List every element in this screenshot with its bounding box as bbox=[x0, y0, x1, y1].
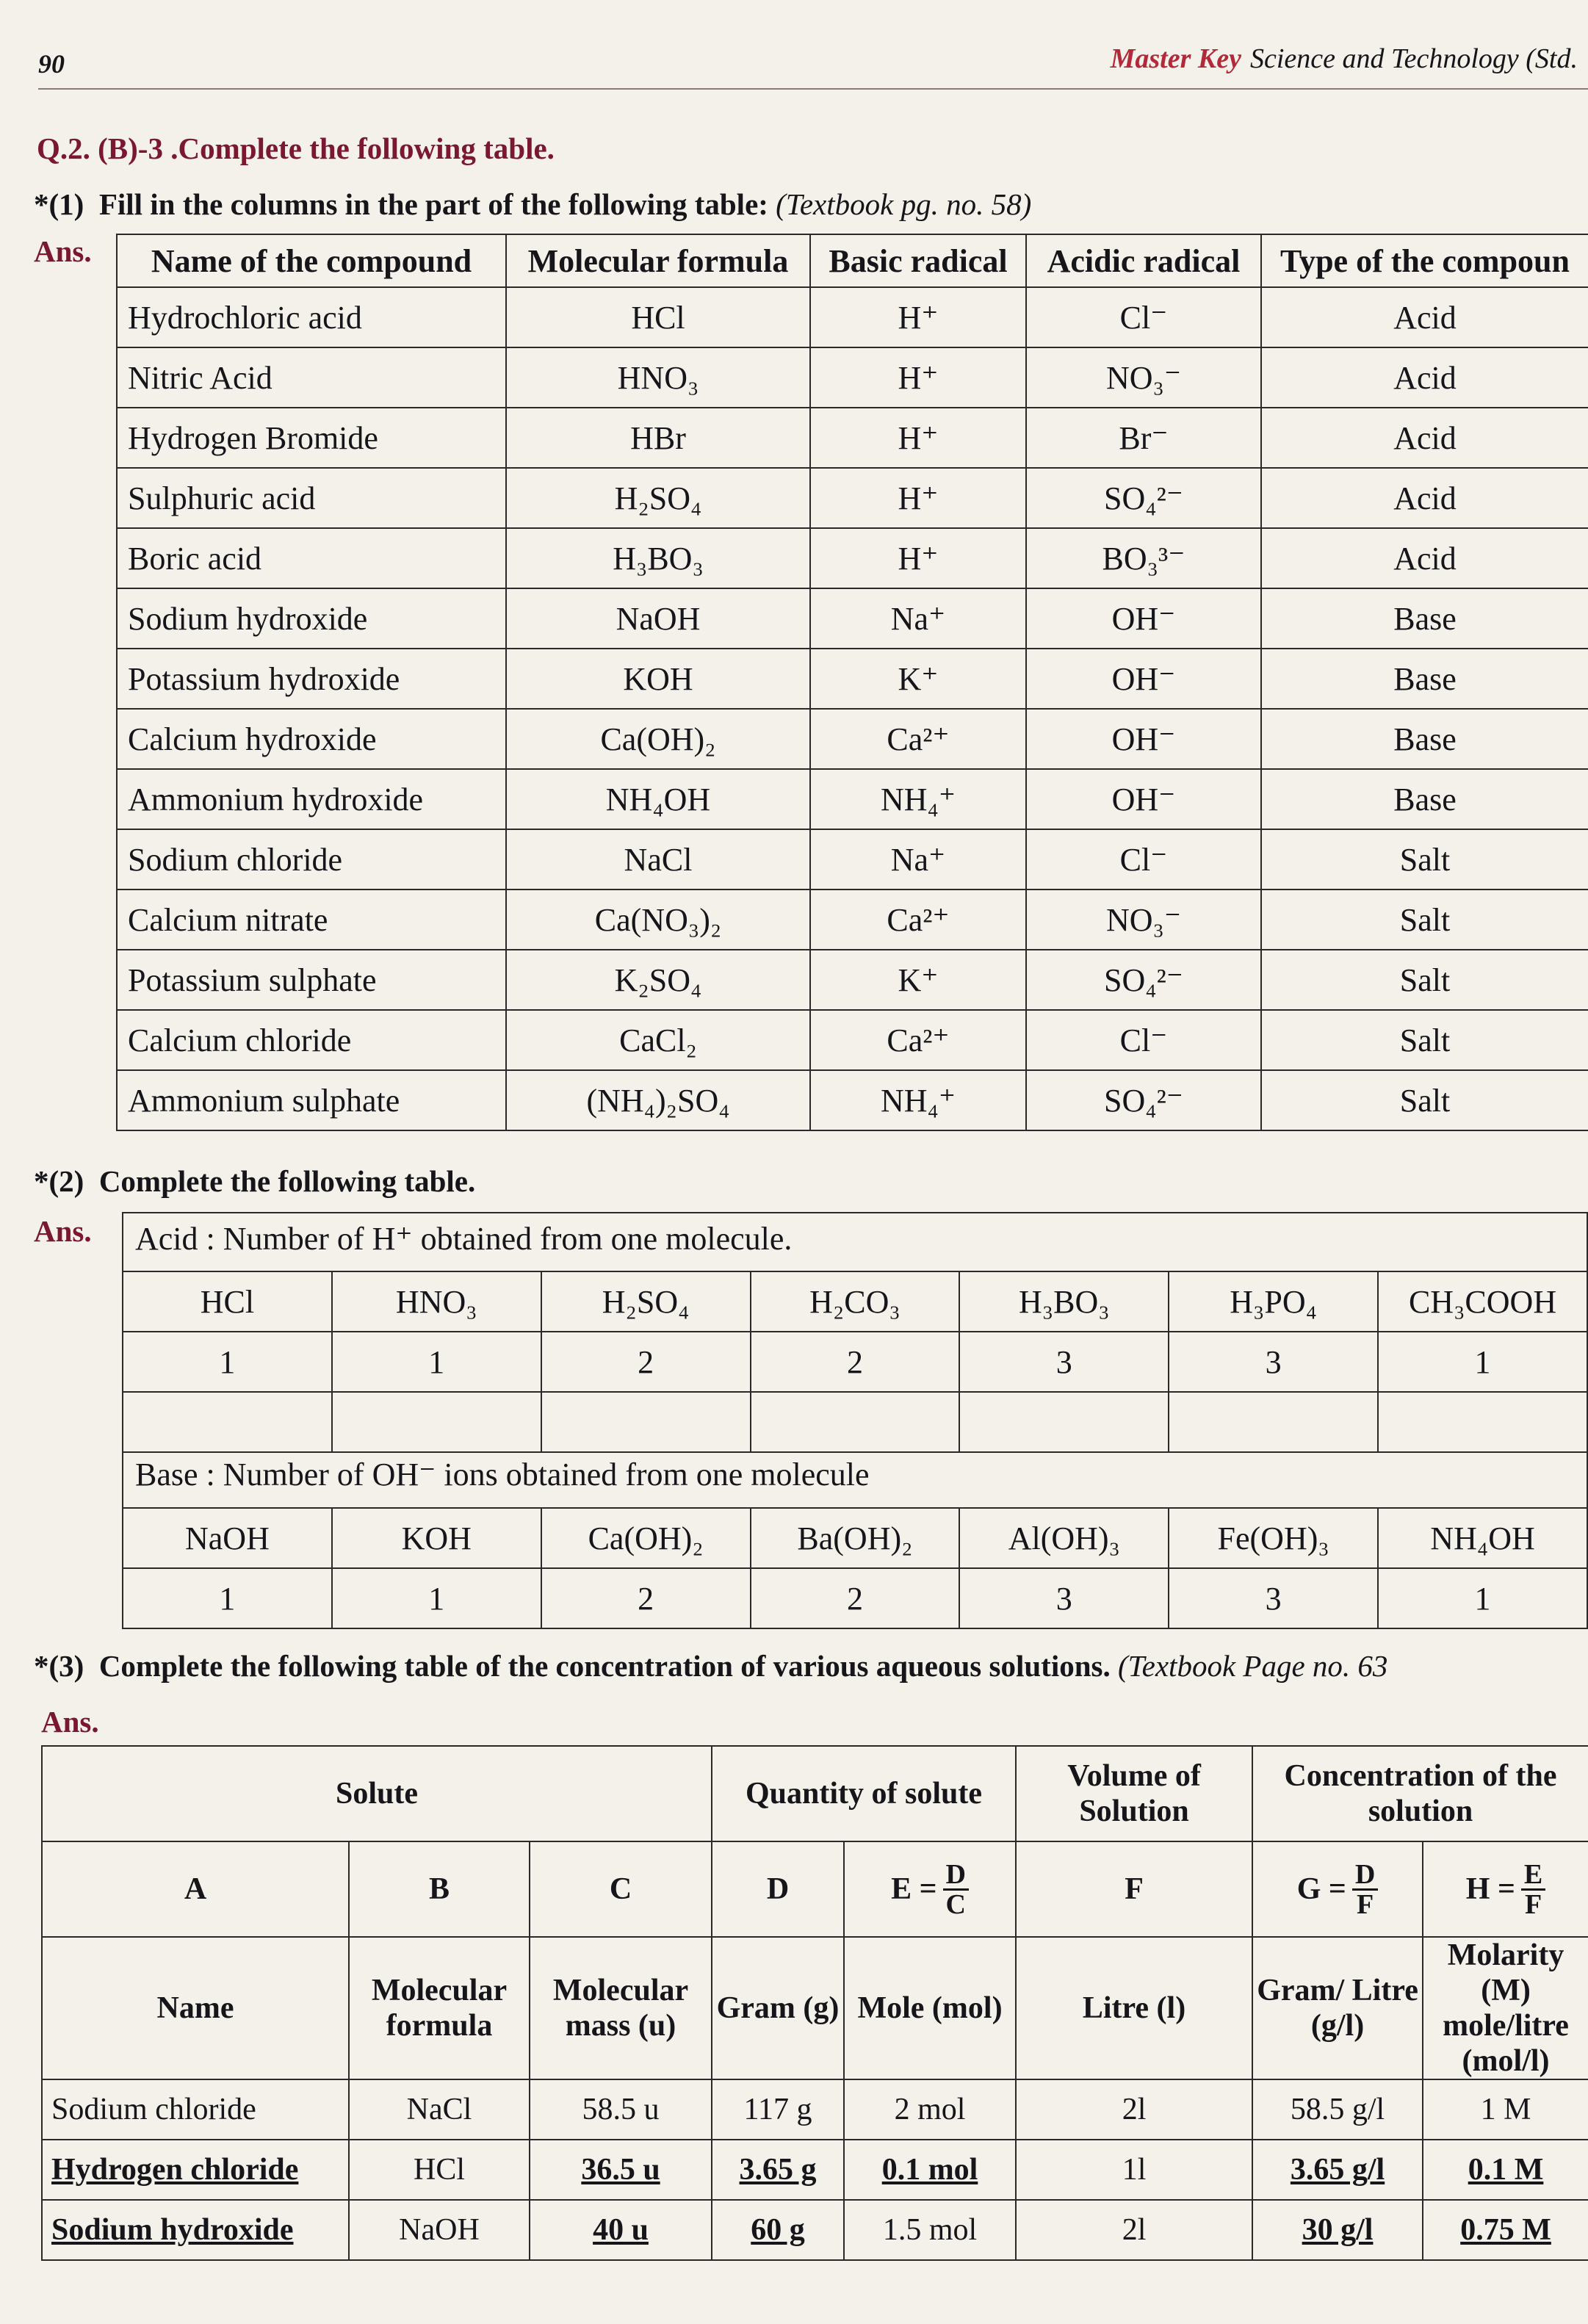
compound-type-cell: Acid bbox=[1261, 408, 1588, 468]
acid-count-cell: 3 bbox=[959, 1332, 1169, 1392]
molarity-cell bbox=[1423, 2200, 1588, 2260]
basic-radical-cell: Na⁺ bbox=[810, 829, 1026, 889]
concentration-table bbox=[41, 1745, 1588, 2261]
empty-cell bbox=[1378, 1392, 1587, 1452]
compound-type-cell: Base bbox=[1261, 649, 1588, 709]
compound-name-cell: Nitric Acid bbox=[117, 347, 506, 408]
gram-per-litre-cell bbox=[1252, 2200, 1423, 2260]
compound-name-cell: Calcium chloride bbox=[117, 1010, 506, 1070]
acidic-radical-cell: NO₃⁻ bbox=[1026, 347, 1261, 408]
acidic-radical-cell: Cl⁻ bbox=[1026, 287, 1261, 347]
letter-a: A bbox=[42, 1841, 349, 1937]
group-quantity: Quantity of solute bbox=[712, 1746, 1016, 1841]
base-count-cell: 3 bbox=[959, 1568, 1169, 1628]
gram-cell bbox=[712, 2079, 844, 2140]
base-formula-cell: Fe(OH)₃ bbox=[1169, 1508, 1378, 1568]
molecular-formula-cell: HNO₃ bbox=[506, 347, 810, 408]
acid-count-cell: 3 bbox=[1169, 1332, 1378, 1392]
basic-radical-cell: NH₄⁺ bbox=[810, 769, 1026, 829]
cell-value: 58.5 u bbox=[582, 2093, 660, 2126]
compound-name-cell: Sodium chloride bbox=[117, 829, 506, 889]
table-row bbox=[42, 2079, 1588, 2140]
molecular-formula-cell: Ca(NO₃)₂ bbox=[506, 889, 810, 950]
table-row bbox=[42, 2140, 1588, 2200]
table-row bbox=[42, 2200, 1588, 2260]
letter-h bbox=[1423, 1841, 1588, 1937]
base-table-title: Base : Number of OH⁻ ions obtained from one molecule bbox=[122, 1447, 1588, 1507]
base-count-cell: 2 bbox=[541, 1568, 751, 1628]
subquestion-3 bbox=[34, 1648, 1387, 1684]
molecular-formula-cell: (NH₄)₂SO₄ bbox=[506, 1070, 810, 1130]
solute-name-cell bbox=[42, 2079, 349, 2140]
group-concentration: Concentration of the solution bbox=[1252, 1746, 1588, 1841]
empty-cell bbox=[1169, 1392, 1378, 1452]
molecular-mass-cell bbox=[530, 2079, 712, 2140]
empty-cell bbox=[332, 1392, 541, 1452]
gram-cell bbox=[712, 2140, 844, 2200]
volume-cell bbox=[1016, 2079, 1252, 2140]
compound-type-cell: Base bbox=[1261, 588, 1588, 649]
compound-type-cell: Acid bbox=[1261, 347, 1588, 408]
gram-cell bbox=[712, 2200, 844, 2260]
mole-cell bbox=[844, 2140, 1016, 2200]
basic-radical-cell: H⁺ bbox=[810, 528, 1026, 588]
cell-value: NaCl bbox=[406, 2093, 472, 2126]
compound-type-cell: Base bbox=[1261, 709, 1588, 769]
basic-radical-cell: K⁺ bbox=[810, 649, 1026, 709]
molecular-mass-cell bbox=[530, 2140, 712, 2200]
subquestion-mark: *(1) bbox=[34, 187, 84, 221]
fraction-denominator: F bbox=[1356, 1888, 1374, 1920]
table-row bbox=[117, 1010, 1588, 1070]
acidic-radical-cell: Cl⁻ bbox=[1026, 1010, 1261, 1070]
basic-radical-cell: K⁺ bbox=[810, 950, 1026, 1010]
cell-value: 30 g/l bbox=[1302, 2213, 1374, 2247]
gram-per-litre-cell bbox=[1252, 2079, 1423, 2140]
cell-value: 3.65 g/l bbox=[1290, 2153, 1385, 2187]
subquestion-1 bbox=[34, 187, 1031, 222]
compound-name-cell: Hydrochloric acid bbox=[117, 287, 506, 347]
empty-cell bbox=[123, 1392, 332, 1452]
cell-value: 1.5 mol bbox=[882, 2213, 978, 2247]
cell-value: 0.75 M bbox=[1460, 2213, 1551, 2247]
table-row bbox=[117, 829, 1588, 889]
units-header-row bbox=[42, 1937, 1588, 2079]
compound-type-cell: Salt bbox=[1261, 889, 1588, 950]
acidic-radical-cell: OH⁻ bbox=[1026, 588, 1261, 649]
acidic-radical-cell: OH⁻ bbox=[1026, 649, 1261, 709]
unit-header-cell: Molarity (M) mole/litre (mol/l) bbox=[1423, 1937, 1588, 2079]
basic-radical-cell: Ca²⁺ bbox=[810, 709, 1026, 769]
molecular-formula-cell: KOH bbox=[506, 649, 810, 709]
acidic-radical-cell: SO₄²⁻ bbox=[1026, 468, 1261, 528]
header-rule bbox=[38, 88, 1588, 90]
molecular-formula-cell: CaCl₂ bbox=[506, 1010, 810, 1070]
fraction-d-over-c bbox=[943, 1858, 969, 1920]
question-text: (B)-3 .Complete the following table. bbox=[98, 131, 555, 165]
table-row bbox=[117, 649, 1588, 709]
base-formula-cell: Al(OH)₃ bbox=[959, 1508, 1169, 1568]
compound-name-cell: Calcium hydroxide bbox=[117, 709, 506, 769]
acid-formula-cell: HNO₃ bbox=[332, 1271, 541, 1332]
cell-value: 0.1 mol bbox=[881, 2153, 978, 2187]
table-row bbox=[117, 950, 1588, 1010]
basic-radical-cell: Ca²⁺ bbox=[810, 1010, 1026, 1070]
letter-e-label: E = bbox=[891, 1872, 937, 1906]
molecular-formula-cell bbox=[349, 2140, 530, 2200]
question-heading bbox=[37, 131, 555, 166]
cell-value: NaOH bbox=[399, 2213, 480, 2247]
page-number: 90 bbox=[38, 49, 65, 79]
basic-radical-cell: H⁺ bbox=[810, 347, 1026, 408]
cell-value: 60 g bbox=[751, 2213, 805, 2247]
letter-g-label: G = bbox=[1296, 1872, 1346, 1906]
acidic-radical-cell: BO₃³⁻ bbox=[1026, 528, 1261, 588]
base-count-cell: 1 bbox=[1378, 1568, 1587, 1628]
cell-value: 117 g bbox=[743, 2093, 812, 2126]
acid-formula-cell: H₃BO₃ bbox=[959, 1271, 1169, 1332]
table-row bbox=[117, 347, 1588, 408]
running-header bbox=[1111, 43, 1578, 75]
table-header-row bbox=[117, 234, 1588, 287]
molecular-formula-cell bbox=[349, 2079, 530, 2140]
acid-count-cell: 1 bbox=[123, 1332, 332, 1392]
base-count-cell: 1 bbox=[123, 1568, 332, 1628]
letter-b: B bbox=[349, 1841, 530, 1937]
base-formula-cell: NH₄OH bbox=[1378, 1508, 1587, 1568]
fraction-numerator: E bbox=[1521, 1861, 1545, 1891]
unit-header-cell: Molecular mass (u) bbox=[530, 1937, 712, 2079]
empty-cell bbox=[751, 1392, 960, 1452]
cell-value: Hydrogen chloride bbox=[51, 2153, 299, 2187]
acid-formula-cell: H₂SO₄ bbox=[541, 1271, 751, 1332]
compound-type-cell: Salt bbox=[1261, 1070, 1588, 1130]
unit-header-cell: Gram/ Litre (g/l) bbox=[1252, 1937, 1423, 2079]
compound-name-cell: Potassium hydroxide bbox=[117, 649, 506, 709]
table-row bbox=[123, 1271, 1587, 1332]
letter-h-label: H = bbox=[1465, 1872, 1515, 1906]
cell-value: Sodium chloride bbox=[51, 2093, 256, 2126]
cell-value: 36.5 u bbox=[581, 2153, 660, 2187]
answer-label: Ans. bbox=[34, 234, 92, 268]
solute-name-cell bbox=[42, 2200, 349, 2260]
subquestion-text: Complete the following table of the concentration of various aqueous solutions. bbox=[98, 1649, 1111, 1683]
base-count-cell: 3 bbox=[1169, 1568, 1378, 1628]
acidic-radical-cell: OH⁻ bbox=[1026, 709, 1261, 769]
basic-radical-cell: NH₄⁺ bbox=[810, 1070, 1026, 1130]
table-row bbox=[117, 769, 1588, 829]
textbook-reference: (Textbook pg. no. 58) bbox=[776, 187, 1032, 221]
molecular-formula-cell: K₂SO₄ bbox=[506, 950, 810, 1010]
molecular-formula-cell: Ca(OH)₂ bbox=[506, 709, 810, 769]
letter-e bbox=[844, 1841, 1016, 1937]
cell-value: 2l bbox=[1122, 2093, 1147, 2126]
fraction-denominator: F bbox=[1524, 1888, 1542, 1920]
molecular-formula-cell: H₂SO₄ bbox=[506, 468, 810, 528]
letter-c: C bbox=[530, 1841, 712, 1937]
molecular-formula-cell: NaCl bbox=[506, 829, 810, 889]
group-header-row bbox=[42, 1746, 1588, 1841]
mole-cell bbox=[844, 2200, 1016, 2260]
molecular-formula-cell: HCl bbox=[506, 287, 810, 347]
unit-header-cell: Litre (l) bbox=[1016, 1937, 1252, 2079]
table-row bbox=[117, 588, 1588, 649]
compound-type-cell: Base bbox=[1261, 769, 1588, 829]
subquestion-2 bbox=[34, 1163, 475, 1199]
compound-type-cell: Acid bbox=[1261, 287, 1588, 347]
cell-value: 3.65 g bbox=[739, 2153, 817, 2187]
molecular-mass-cell bbox=[530, 2200, 712, 2260]
letter-g bbox=[1252, 1841, 1423, 1937]
acidic-radical-cell: OH⁻ bbox=[1026, 769, 1261, 829]
acidic-radical-cell: Cl⁻ bbox=[1026, 829, 1261, 889]
compound-name-cell: Sulphuric acid bbox=[117, 468, 506, 528]
unit-header-cell: Molecular formula bbox=[349, 1937, 530, 2079]
solute-name-cell bbox=[42, 2140, 349, 2200]
table-row bbox=[117, 709, 1588, 769]
subquestion-mark: *(2) bbox=[34, 1164, 84, 1198]
base-count-cell: 1 bbox=[332, 1568, 541, 1628]
cell-value: HCl bbox=[413, 2153, 465, 2187]
compound-name-cell: Potassium sulphate bbox=[117, 950, 506, 1010]
compound-name-cell: Boric acid bbox=[117, 528, 506, 588]
fraction-numerator: D bbox=[1352, 1861, 1378, 1891]
molecular-formula-cell: NH₄OH bbox=[506, 769, 810, 829]
volume-cell bbox=[1016, 2200, 1252, 2260]
unit-header-cell: Gram (g) bbox=[712, 1937, 844, 2079]
cell-value: Sodium hydroxide bbox=[51, 2213, 294, 2247]
header-basic-radical: Basic radical bbox=[810, 234, 1026, 287]
base-formula-cell: KOH bbox=[332, 1508, 541, 1568]
subquestion-mark: *(3) bbox=[34, 1649, 84, 1683]
acid-formula-cell: H₂CO₃ bbox=[751, 1271, 960, 1332]
group-volume: Volume of Solution bbox=[1016, 1746, 1252, 1841]
letter-d: D bbox=[712, 1841, 844, 1937]
answer-label: Ans. bbox=[34, 1214, 92, 1248]
acid-count-cell: 2 bbox=[751, 1332, 960, 1392]
compound-name-cell: Ammonium sulphate bbox=[117, 1070, 506, 1130]
compound-type-cell: Salt bbox=[1261, 950, 1588, 1010]
compound-type-cell: Acid bbox=[1261, 528, 1588, 588]
compound-type-cell: Acid bbox=[1261, 468, 1588, 528]
compound-name-cell: Calcium nitrate bbox=[117, 889, 506, 950]
compound-type-cell: Salt bbox=[1261, 829, 1588, 889]
cell-value: 58.5 g/l bbox=[1290, 2093, 1385, 2126]
acid-formula-cell: H₃PO₄ bbox=[1169, 1271, 1378, 1332]
basic-radical-cell: Ca²⁺ bbox=[810, 889, 1026, 950]
compound-name-cell: Hydrogen Bromide bbox=[117, 408, 506, 468]
basic-radical-cell: H⁺ bbox=[810, 408, 1026, 468]
molecular-formula-cell: H₃BO₃ bbox=[506, 528, 810, 588]
header-compound-name: Name of the compound bbox=[117, 234, 506, 287]
cell-value: 2 mol bbox=[894, 2093, 966, 2126]
base-formula-cell: NaOH bbox=[123, 1508, 332, 1568]
basic-radical-cell: H⁺ bbox=[810, 468, 1026, 528]
gram-per-litre-cell bbox=[1252, 2140, 1423, 2200]
cell-value: 2l bbox=[1122, 2213, 1147, 2247]
table-row bbox=[117, 468, 1588, 528]
acid-formula-cell: HCl bbox=[123, 1271, 332, 1332]
acid-count-cell: 1 bbox=[332, 1332, 541, 1392]
acid-count-cell: 2 bbox=[541, 1332, 751, 1392]
unit-header-cell: Name bbox=[42, 1937, 349, 2079]
acidic-radical-cell: SO₄²⁻ bbox=[1026, 1070, 1261, 1130]
cell-value: 0.1 M bbox=[1468, 2153, 1544, 2187]
subquestion-text: Fill in the columns in the part of the following table: bbox=[98, 187, 768, 221]
table-row bbox=[123, 1568, 1587, 1628]
header-molecular-formula: Molecular formula bbox=[506, 234, 810, 287]
compound-radicals-table bbox=[116, 234, 1588, 1131]
acidic-radical-cell: NO₃⁻ bbox=[1026, 889, 1261, 950]
letter-f: F bbox=[1016, 1841, 1252, 1937]
brand-name: Master Key bbox=[1110, 43, 1241, 74]
group-solute: Solute bbox=[42, 1746, 712, 1841]
molecular-formula-cell: HBr bbox=[506, 408, 810, 468]
cell-value: 1l bbox=[1122, 2153, 1147, 2187]
fraction-d-over-f bbox=[1352, 1858, 1378, 1920]
cell-value: 1 M bbox=[1480, 2093, 1531, 2126]
acid-count-cell: 1 bbox=[1378, 1332, 1587, 1392]
volume-cell bbox=[1016, 2140, 1252, 2200]
acidic-radical-cell: SO₄²⁻ bbox=[1026, 950, 1261, 1010]
unit-header-cell: Mole (mol) bbox=[844, 1937, 1016, 2079]
base-formula-cell: Ba(OH)₂ bbox=[751, 1508, 960, 1568]
basic-radical-cell: Na⁺ bbox=[810, 588, 1026, 649]
base-count-cell: 2 bbox=[751, 1568, 960, 1628]
empty-cell bbox=[959, 1392, 1169, 1452]
acid-formula-cell: CH₃COOH bbox=[1378, 1271, 1587, 1332]
fraction-numerator: D bbox=[943, 1861, 969, 1891]
mole-cell bbox=[844, 2079, 1016, 2140]
empty-cell bbox=[541, 1392, 751, 1452]
acid-hydrogen-table bbox=[122, 1271, 1588, 1453]
base-hydroxide-table bbox=[122, 1507, 1588, 1629]
header-compound-type: Type of the compoun bbox=[1261, 234, 1588, 287]
fraction-e-over-f bbox=[1521, 1858, 1545, 1920]
book-title: Science and Technology (Std. bbox=[1249, 43, 1578, 74]
acid-table-title: Acid : Number of H⁺ obtained from one molecule. bbox=[122, 1212, 1588, 1271]
molarity-cell bbox=[1423, 2140, 1588, 2200]
table-row bbox=[117, 528, 1588, 588]
molecular-formula-cell: NaOH bbox=[506, 588, 810, 649]
compound-type-cell: Salt bbox=[1261, 1010, 1588, 1070]
compound-name-cell: Ammonium hydroxide bbox=[117, 769, 506, 829]
molarity-cell bbox=[1423, 2079, 1588, 2140]
subquestion-text: Complete the following table. bbox=[98, 1164, 476, 1198]
compound-name-cell: Sodium hydroxide bbox=[117, 588, 506, 649]
table-row bbox=[123, 1332, 1587, 1392]
table-row bbox=[123, 1392, 1587, 1452]
table-row bbox=[123, 1508, 1587, 1568]
letter-header-row bbox=[42, 1841, 1588, 1937]
molecular-formula-cell bbox=[349, 2200, 530, 2260]
question-number: Q.2. bbox=[37, 131, 90, 165]
basic-radical-cell: H⁺ bbox=[810, 287, 1026, 347]
acidic-radical-cell: Br⁻ bbox=[1026, 408, 1261, 468]
cell-value: 40 u bbox=[593, 2213, 649, 2247]
table-row bbox=[117, 889, 1588, 950]
table-row bbox=[117, 1070, 1588, 1130]
answer-label: Ans. bbox=[41, 1705, 99, 1739]
base-formula-cell: Ca(OH)₂ bbox=[541, 1508, 751, 1568]
textbook-reference: (Textbook Page no. 63 bbox=[1117, 1649, 1388, 1683]
header-acidic-radical: Acidic radical bbox=[1026, 234, 1261, 287]
fraction-denominator: C bbox=[945, 1888, 966, 1920]
table-row bbox=[117, 287, 1588, 347]
table-row bbox=[117, 408, 1588, 468]
